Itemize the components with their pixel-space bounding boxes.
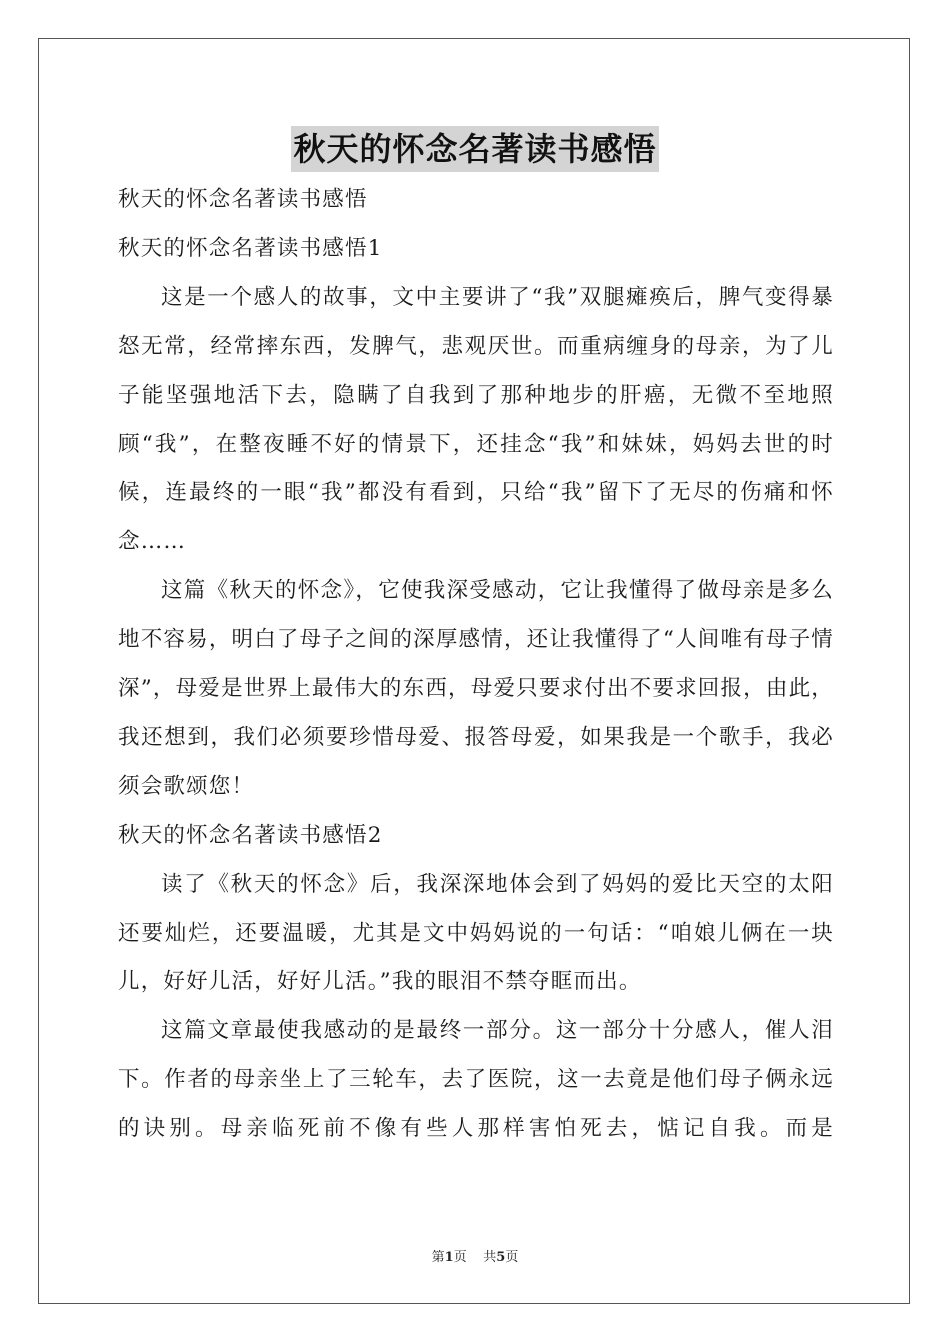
document-title: 秋天的怀念名著读书感悟 (291, 126, 658, 172)
document-body (118, 176, 834, 1154)
paragraph-2-1: 读了《秋天的怀念》后，我深深地体会到了妈妈的爱比天空的太阳还要灿烂，还要温暖，尤其是文中妈妈说的一句话：“咱娘儿俩在一块儿，好好儿活，好好儿活。”我的眼泪不禁夺眶而出。 (118, 871, 834, 995)
paragraph-2-2: 这篇文章最使我感动的是最终一部分。这一部分十分感人，催人泪下。作者的母亲坐上了三轮车，去了医院，这一去竟是他们母子俩永远的诀别。母亲临死前不像有些人那样害怕死去，惦记自我。而是 (118, 1018, 834, 1142)
paragraph-1-1: 这是一个感人的故事，文中主要讲了“我”双腿瘫痪后，脾气变得暴怒无常，经常摔东西，发脾气，悲观厌世。而重病缠身的母亲，为了儿子能坚强地活下去，隐瞒了自我到了那种地步的肝癌，无微不至地照顾“我”，在整夜睡不好的情景下，还挂念“我”和妹妹，妈妈去世的时候，连最终的一眼“我”都没有看到，只给“我”留下了无尽的伤痛和怀念…… (118, 284, 834, 555)
page-prefix: 第 (431, 1250, 445, 1265)
paragraph-1-2: 这篇《秋天的怀念》，它使我深受感动，它让我懂得了做母亲是多么地不容易，明白了母子之间的深厚感情，还让我懂得了“人间唯有母子情深”，母爱是世界上最伟大的东西，母爱只要求付出不要求回报，由此，我还想到，我们必须要珍惜母爱、报答母爱，如果我是一个歌手，我必须会歌颂您！ (118, 578, 834, 799)
page-current: 1 (444, 1250, 454, 1265)
total-label: 页 (505, 1250, 519, 1265)
section-heading-1: 秋天的怀念名著读书感悟1 (118, 235, 383, 261)
section-heading-2: 秋天的怀念名著读书感悟2 (118, 822, 383, 848)
title-container (0, 126, 950, 172)
page-footer (0, 1246, 950, 1265)
page-label: 页 (453, 1250, 467, 1265)
total-prefix: 共 (483, 1250, 497, 1265)
page-total: 5 (496, 1250, 506, 1265)
document-subtitle: 秋天的怀念名著读书感悟 (118, 187, 368, 212)
